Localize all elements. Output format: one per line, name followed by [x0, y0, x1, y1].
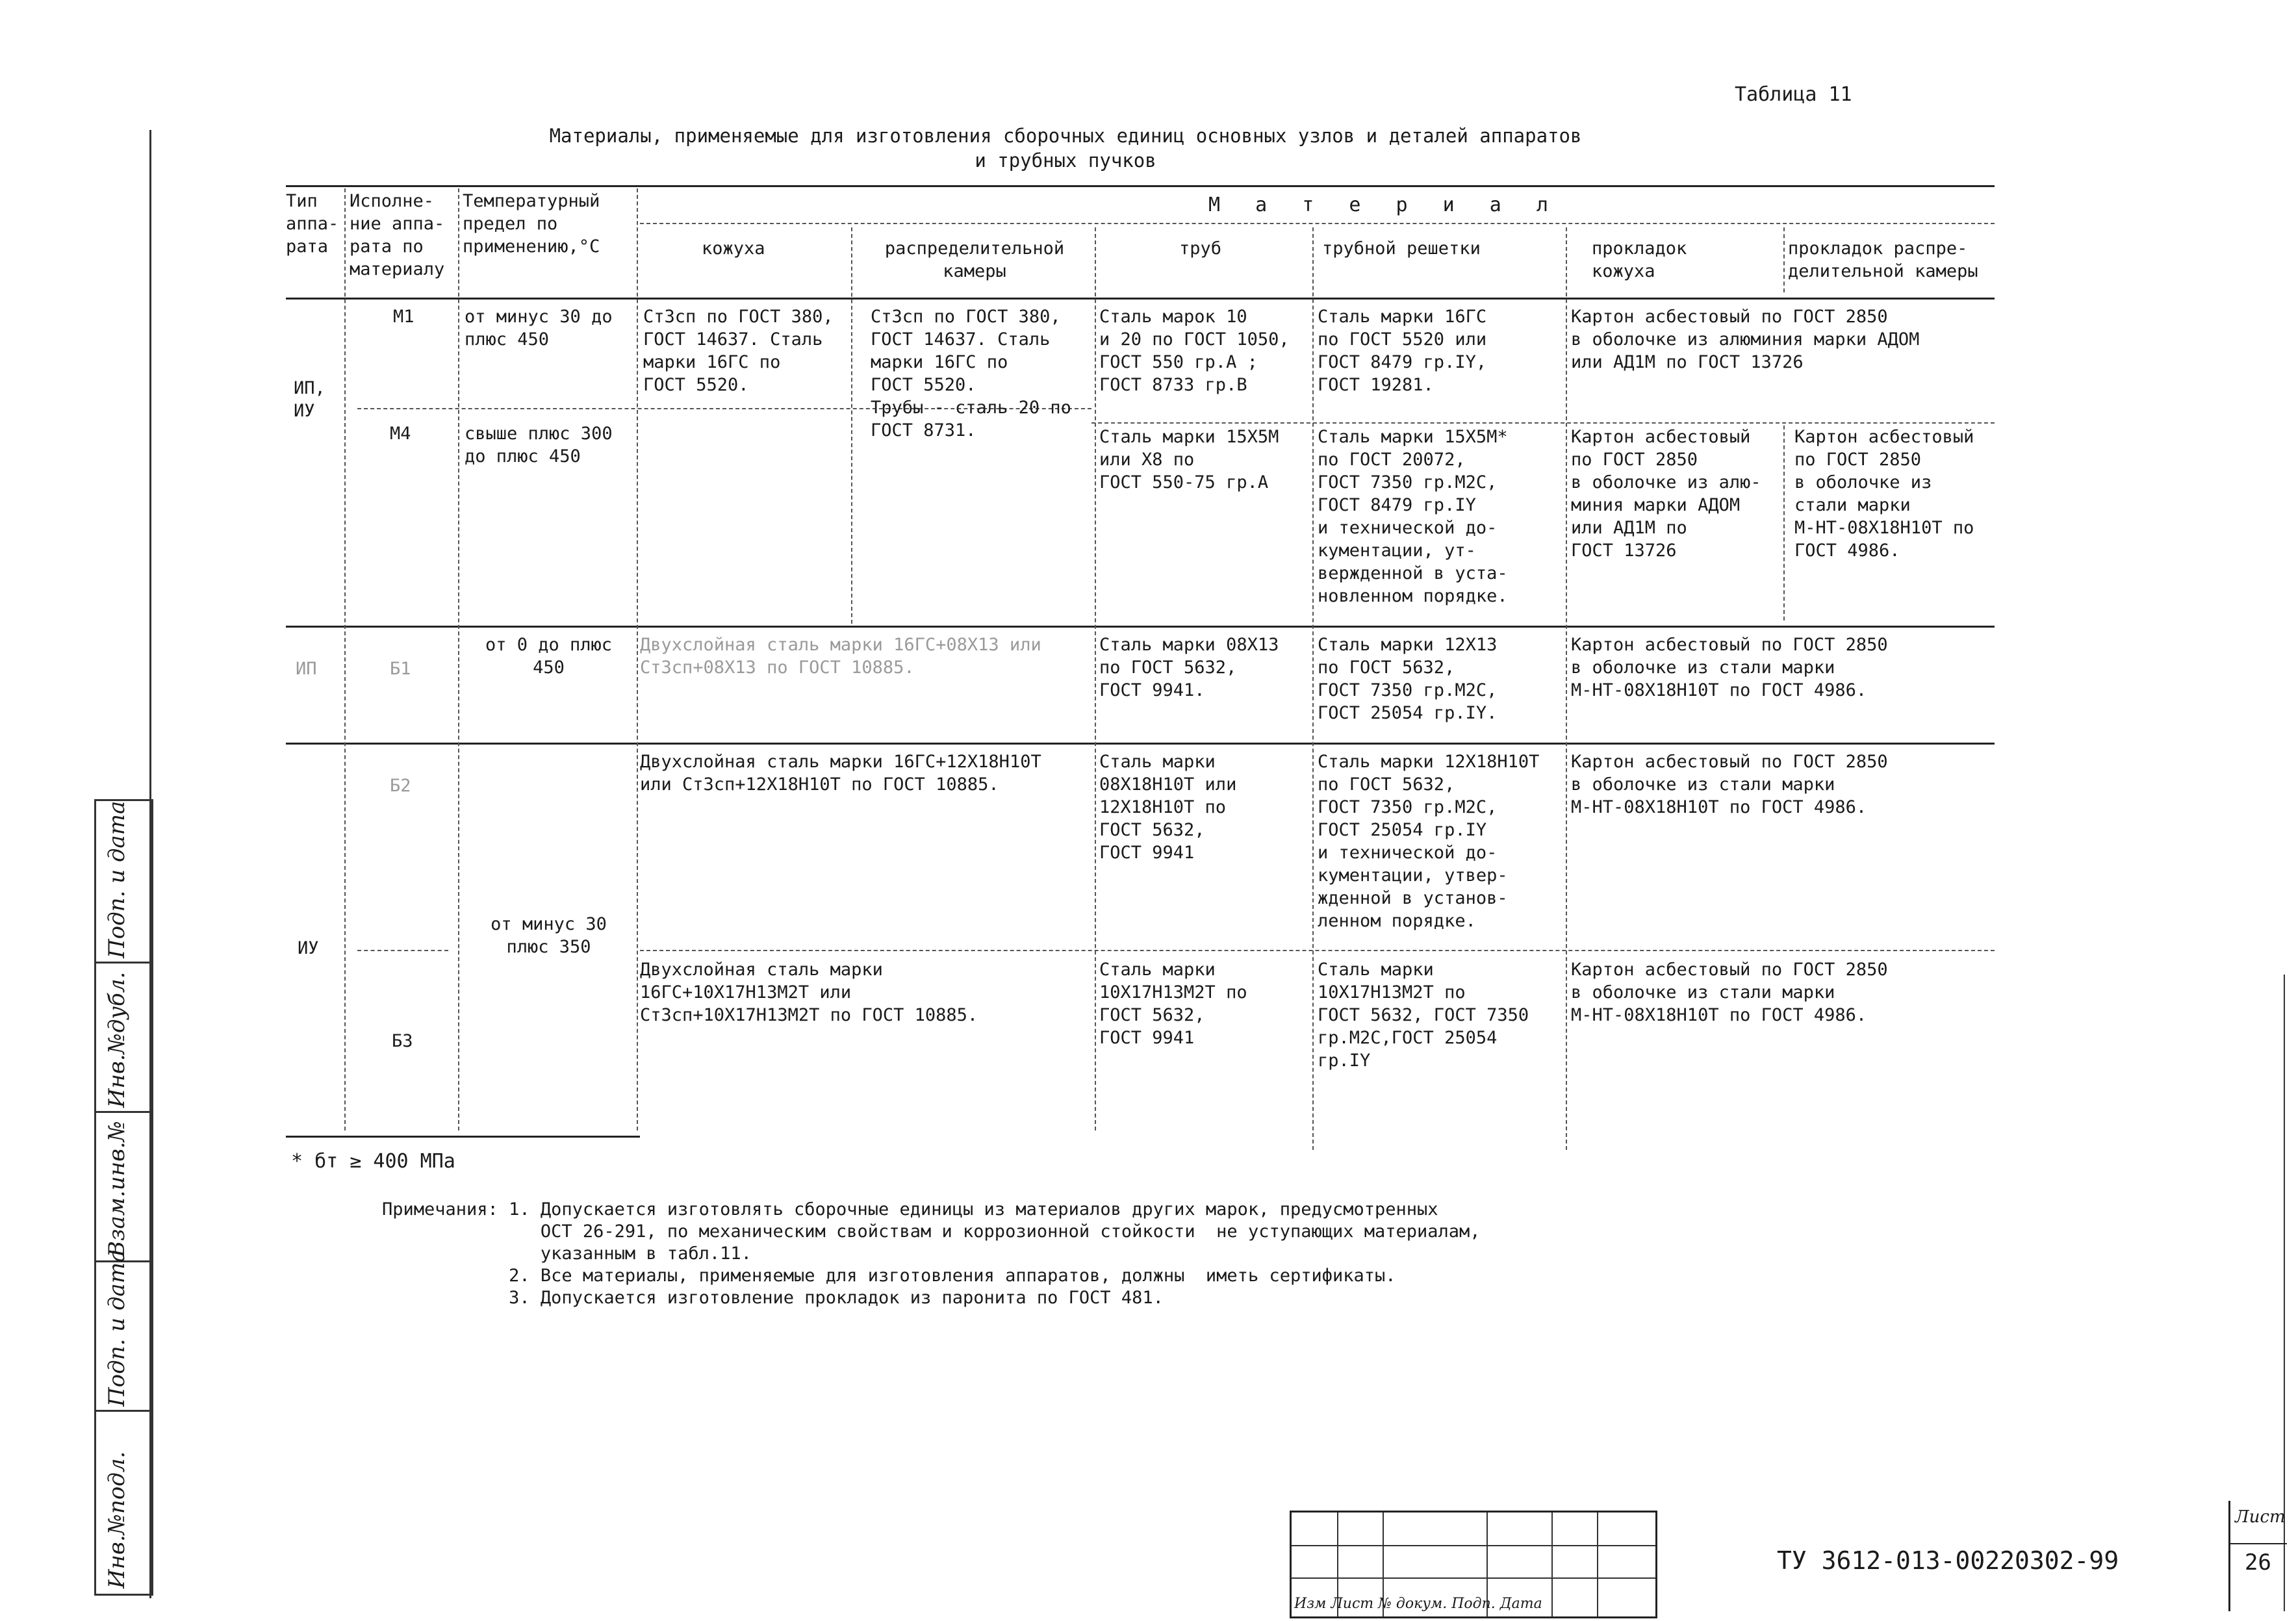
header-tubesheet: трубной решетки — [1322, 238, 1481, 259]
row-b1-tubes: Сталь марки 08Х13 по ГОСТ 5632, ГОСТ 9941. — [1099, 635, 1279, 700]
row-m1-m4-chamber: Ст3сп по ГОСТ 380, ГОСТ 14637. Сталь марки 16ГС по ГОСТ 5520. Трубы - сталь 20 по ГОСТ 8731. — [871, 307, 1071, 440]
row-b3-version: Б3 — [392, 1031, 413, 1051]
row-b2-tubesheet: Сталь марки 12Х18Н10Т по ГОСТ 5632, ГОСТ 7350 гр.М2С, ГОСТ 25054 гр.IY и технической до- кументации, утвер- жденной в установ- ленном порядке. — [1318, 752, 1540, 931]
row-m4-tubes: Сталь марки 15Х5М или Х8 по ГОСТ 550-75 гр.А — [1099, 427, 1279, 492]
row-divider-b2-b3-right — [640, 950, 1995, 951]
row-m1-temperature: от минус 30 до плюс 450 — [465, 307, 613, 350]
row-divider-b2-b3-left — [357, 950, 448, 951]
header-type: Тип аппа- рата — [286, 191, 339, 257]
row-m4-gasket-shell: Картон асбестовый по ГОСТ 2850 в оболочке из алю- миния марки АДОМ или АД1М по ГОСТ 13726 — [1571, 427, 1761, 561]
notes-block: Примечания: 1. Допускается изготовлять сборочные единицы из материалов других марок, предусмотренных ОСТ 26-291, по механическим свойствам и коррозионной стойкости не уступающих материалам, указанным в табл.11. 2. Все материалы, применяемые для изготовления аппаратов, должны иметь сертификаты. 3. Допускается изготовление прокладок из паронита по ГОСТ 481. — [382, 1199, 1481, 1308]
header-temperature: Температурный предел по применению,°С — [463, 191, 600, 257]
row-b1-gasket: Картон асбестовый по ГОСТ 2850 в оболочке из стали марки М-НТ-08Х18Н10Т по ГОСТ 4986. — [1571, 635, 1888, 700]
sheet-label: Лист — [2235, 1507, 2286, 1527]
row-m1-shell: Ст3сп по ГОСТ 380, ГОСТ 14637. Сталь марки 16ГС по ГОСТ 5520. — [643, 307, 834, 395]
row-b3-tubesheet: Сталь марки 10Х17Н13М2Т по ГОСТ 5632, ГОСТ 7350 гр.М2С,ГОСТ 25054 гр.IY — [1318, 960, 1529, 1071]
row-b2-tubes: Сталь марки 08Х18Н10Т или 12Х18Н10Т по ГОСТ 5632, ГОСТ 9941 — [1099, 752, 1237, 863]
col-sep-6 — [1312, 227, 1314, 1150]
row-m1-version: М1 — [393, 307, 415, 327]
side-label-inv-dupl: Инв.№дубл. — [104, 971, 130, 1108]
row-divider-1 — [286, 626, 1995, 628]
header-gasket-chamber: прокладок распре- делительной камеры — [1788, 238, 1978, 281]
header-shell: кожуха — [702, 238, 765, 259]
title-line-1: Материалы, применяемые для изготовления сборочных единиц основных узлов и деталей аппаратов — [549, 125, 1582, 147]
side-label-inv-podl: Инв.№подл. — [104, 1451, 130, 1589]
side-label-sign-date-2: Подп. и дата — [104, 800, 130, 958]
title-line-2: и трубных пучков — [975, 149, 1156, 172]
row-m4-tubesheet: Сталь марки 15Х5М* по ГОСТ 20072, ГОСТ 7350 гр.М2С, ГОСТ 8479 гр.IY и технической до- кументации, ут- вержденной в уста- новленном порядке. — [1318, 427, 1508, 606]
col-sep-1 — [344, 188, 346, 1130]
col-sep-8-body — [1783, 426, 1785, 620]
row-m1-m4-divider-right — [1091, 422, 1995, 424]
document-code: ТУ 3612-013-00220302-99 — [1777, 1546, 2119, 1575]
row-b3-gasket: Картон асбестовый по ГОСТ 2850 в оболочке из стали марки М-НТ-08Х18Н10Т по ГОСТ 4986. — [1571, 960, 1888, 1025]
row-b1-temperature: от 0 до плюс 450 — [485, 635, 613, 678]
table-title — [494, 123, 1637, 173]
col-sep-5 — [1095, 227, 1096, 1130]
row-m1-tubesheet: Сталь марки 16ГС по ГОСТ 5520 или ГОСТ 8479 гр.IY, ГОСТ 19281. — [1318, 307, 1487, 395]
col-sep-2 — [458, 188, 459, 1130]
header-bottom-rule — [286, 298, 1995, 300]
row-b2-gasket: Картон асбестовый по ГОСТ 2850 в оболочке из стали марки М-НТ-08Х18Н10Т по ГОСТ 4986. — [1571, 752, 1888, 817]
row-b2-version: Б2 — [390, 776, 411, 796]
sheet-number-divider — [2228, 1543, 2287, 1544]
row-m4-version: М4 — [390, 424, 411, 444]
row-b1-tubesheet: Сталь марки 12Х13 по ГОСТ 5632, ГОСТ 7350 гр.М2С, ГОСТ 25054 гр.IY. — [1318, 635, 1498, 723]
row-iu-type: ИУ — [298, 938, 319, 958]
side-strip-divider-4 — [94, 1410, 151, 1412]
row-b1-shell: Двухслойная сталь марки 16ГС+08Х13 или Ст3сп+08Х13 по ГОСТ 10885. — [640, 635, 1041, 678]
row-divider-2 — [286, 743, 1995, 745]
row-m4-gasket-chamber: Картон асбестовый по ГОСТ 2850 в оболочке из стали марки М-НТ-08Х18Н10Т по ГОСТ 4986. — [1794, 427, 1974, 561]
row-b1-version: Б1 — [390, 659, 411, 679]
side-strip-divider-2 — [94, 1111, 151, 1113]
row-m4-temperature: свыше плюс 300 до плюс 450 — [465, 424, 613, 466]
row-m1-gasket: Картон асбестовый по ГОСТ 2850 в оболочке из алюминия марки АДОМ или АД1М по ГОСТ 13726 — [1571, 307, 1920, 372]
sheet-number: 26 — [2245, 1550, 2271, 1576]
row-b2-b3-temperature: от минус 30 плюс 350 — [491, 914, 607, 957]
table-number-label: Таблица 11 — [1735, 83, 1852, 106]
header-chamber: распределительной камеры — [884, 238, 1065, 281]
row-m1-tubes: Сталь марок 10 и 20 по ГОСТ 1050, ГОСТ 550 гр.А ; ГОСТ 8733 гр.В — [1099, 307, 1290, 395]
table-top-rule — [286, 185, 1995, 187]
materials-subheader-rule — [640, 223, 1995, 224]
row-b3-shell: Двухслойная сталь марки 16ГС+10Х17Н13М2Т или Ст3сп+10Х17Н13М2Т по ГОСТ 10885. — [640, 960, 978, 1025]
col-sep-3 — [637, 188, 638, 1130]
header-version: Исполне- ние аппа- рата по материалу — [350, 191, 445, 279]
footnote-yield-strength: * бт ≥ 400 МПа — [291, 1150, 455, 1173]
row-b2-shell: Двухслойная сталь марки 16ГС+12Х18Н10Т или Ст3сп+12Х18Н10Т по ГОСТ 10885. — [640, 752, 1041, 795]
side-strip-divider-1 — [94, 962, 151, 964]
col-sep-7 — [1566, 227, 1567, 1150]
side-label-replaced-inv: Взам.инв.№ — [104, 1121, 130, 1257]
row-ip-iu-type: ИП, ИУ — [294, 378, 325, 421]
header-tubes: труб — [1179, 238, 1222, 259]
row-b1-type: ИП — [296, 659, 317, 679]
table-bottom-rule — [286, 1136, 640, 1138]
header-materials: М а т е р и а л — [1208, 194, 1560, 216]
side-label-sign-date-1: Подп. и дата — [104, 1249, 130, 1407]
col-sep-4 — [851, 227, 852, 624]
col-sep-8-head — [1783, 227, 1785, 292]
row-b3-tubes: Сталь марки 10Х17Н13М2Т по ГОСТ 5632, ГОСТ 9941 — [1099, 960, 1247, 1048]
header-gasket-shell: прокладок кожуха — [1592, 238, 1687, 281]
title-block-column-labels: Изм Лист № докум. Подп. Дата — [1294, 1596, 1542, 1612]
title-block-grid — [1290, 1511, 1657, 1618]
